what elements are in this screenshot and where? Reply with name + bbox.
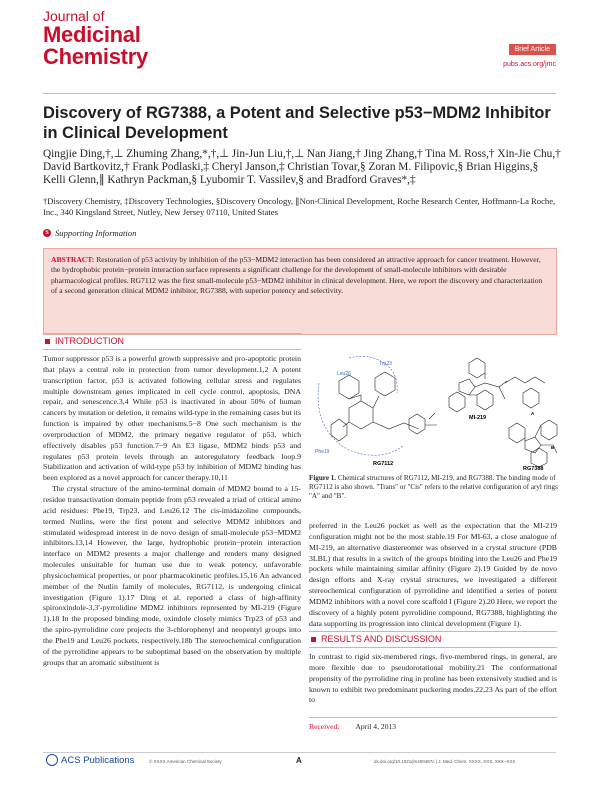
supporting-info-link[interactable] — [43, 228, 136, 238]
journal-url-link[interactable]: pubs.acs.org/jmc — [503, 61, 556, 68]
figure-label-mi219: MI-219 — [469, 415, 487, 421]
header-divider — [43, 93, 556, 94]
intro-heading-rule — [43, 333, 301, 334]
abstract-label: ABSTRACT: — [51, 255, 95, 264]
results-heading-label: RESULTS AND DISCUSSION — [321, 634, 442, 644]
journal-logo-line1: Journal of — [43, 8, 105, 24]
received-label: Received: — [309, 722, 340, 731]
results-paragraph: In contrast to rigid six-membered rings, five-membered rings, in general, are more flexible due to pseudorotational mobility.21 The conformational propensity of the pyrrolidine ring in proline has been extensively studied and is known to exhibit two predominant puckering modes.22,23 As part of the effort to — [309, 652, 557, 705]
intro-body — [43, 354, 301, 668]
abstract-text: Restoration of p53 activity by inhibition of the p53−MDM2 interaction has been considered an attractive approach for cancer treatment. However, the hydrophobic protein−protein interaction surface represents a significant challenge for the development of small-molecule inhibitors with desirable pharmacological profiles. RG7112 was the first small-molecule p53−MDM2 inhibitor in clinical development. Here, we report the discovery and characterization of a second generation clinical MDM2 inhibitor, RG7388, with superior potency and selectivity. — [51, 255, 543, 295]
supporting-info-label: Supporting Information — [55, 228, 137, 238]
author-list: Qingjie Ding,†,⊥ Zhuming Zhang,*,†,⊥ Jin-Jun Liu,†,⊥ Nan Jiang,† Jing Zhang,† Tina M. Ross,† Xin-Jie Chu,† David Bartkovitz,† Frank Podlaski,‡ Cheryl Janson,‡ Christian Tovar,§ Zoran M. Filipovic,§ Brian Higgins,§ Kelli Glenn,∥ Kathryn Packman,§ Lyubomir T. Vassilev,§ and Bradford Graves*,‡ — [43, 148, 561, 186]
figure-1-caption-label: Figure 1. — [309, 474, 337, 482]
received-rule — [309, 717, 557, 718]
journal-logo-line3: Chemistry — [43, 44, 148, 69]
figure-label-rg7388: RG7388 — [523, 466, 544, 471]
acs-logo-icon — [46, 754, 58, 766]
page-number: A — [296, 756, 302, 765]
copyright-notice: © XXXX American Chemical Society — [149, 759, 222, 764]
figure-label-rg7112: RG7112 — [373, 461, 394, 467]
article-type-badge: Brief Article — [509, 44, 556, 55]
results-heading — [311, 634, 441, 644]
section-marker-icon — [311, 637, 316, 642]
figure-label-phe19: Phe19 — [315, 449, 330, 455]
figure-label-trp23: Trp23 — [379, 361, 392, 367]
received-info — [309, 722, 396, 731]
figure-1-caption-text: Chemical structures of RG7112, MI-219, and RG7388. The binding mode of RG7112 is also shown. "Trans" or "Cis" refers to the relative configuration of aryl rings "A" and "B". — [309, 474, 558, 500]
acs-publications-logo[interactable] — [46, 754, 134, 766]
figure-label-leu26: Leu26 — [337, 371, 351, 377]
binding-mode-sketch — [318, 356, 437, 455]
intro-paragraph-2: The crystal structure of the amino-terminal domain of MDM2 bound to a 15-residue transactivation domain peptide from p53 revealed a triad of critical amino acid residues: Phe19, Trp23, and Leu26.12 The cis-imidazoline compounds, termed Nutlins, were the first potent and selective MDM2 inhibitors and stimulated widespread interest in de novo design of small-molecule p53−MDM2 inhibitors.13,14 However, the large, hydrophobic protein−protein interaction interface on MDM2 presents a major challenge and renders many designed molecules unsuitable for human use due to weak potency, unfavorable physicochemical properties, or poor pharmacokinetic profiles.15,16 An advanced member of the Nutlin family of molecules, RG7112, is undergoing clinical investigation (Figure 1).17 Ding et al. reported a class of high-affinity spirooxindole-3,3′-pyrrolidine MDM2 inhibitors represented by MI-219 (Figure 1).18 In the proposed binding mode, oxindole closely mimics Trp23 of p53 and the spiro-pyrrolidine core projects the 3-chlorophenyl and neopentyl groups into the Phe19 and Leu26 pockets, respectively.18b The stereochemical configuration of the pyrrolidine appears to be suboptimal based on the observation by multiple groups that an aromatic substituent is — [43, 484, 301, 667]
journal-logo-line2: Medicinal — [43, 22, 141, 47]
figure-label-ring-a: A — [531, 411, 535, 416]
received-date: April 4, 2013 — [355, 722, 397, 731]
intro-paragraph-1: Tumor suppressor p53 is a powerful growth suppressive and pro-apoptotic protein that plays a central role in protection from tumor development.1,2 A potent transcription factor, p53 is activated following cellular stress and regulates multiple downstream genes implicated in cell cycle control, apoptosis, DNA repair, and senescence.3,4 While p53 is inactivated in about 50% of human cancers by mutation or deletion, it remains wild-type in the remaining cases but its function is impaired by other mechanisms.5−8 One such mechanism is the overproduction of MDM2, the primary negative regulator of p53, which effectively disables p53 function.7−9 An E3 ligase, MDM2 binds p53 and regulates p53 protein levels through an autoregulatory feedback loop.9 Stabilization and activation of wild-type p53 by inhibition of MDM2 binding has been explored as a novel approach for cancer therapy.10,11 — [43, 354, 301, 483]
results-heading-rule — [309, 631, 557, 632]
figure-1-chemical-structures — [309, 353, 559, 471]
acs-publications-label: ACS Publications — [61, 754, 135, 766]
footer-divider — [43, 752, 556, 753]
doi-citation-link[interactable]: dx.doi.org/10.1021/jm400487c | J. Med. Chem. XXXX, XXX, XXX−XXX — [374, 759, 516, 764]
right-column-paragraph: preferred in the Leu26 pocket as well as the expectation that the MI-219 configuration might not be the most stable.19 For MI-63, a close analogue of MI-219, an alternative diastereomer was observed in a crystal structure (PDB 3LBL) that results in a switch of the groups binding into the Leu26 and Phe19 pockets while maintaining similar affinity (Figure 2).19 Guided by de novo design efforts and X-ray crystal structures, we investigated a different stereochemical configuration of pyrrolidine and identified a series of potent MDM2 inhibitors with a novel core scaffold I (Figure 2).20 Here, we report the discovery of a highly potent pyrrolidine compound, RG7388, highlighting the data supporting its progression into clinical development (Figure 1). — [309, 521, 557, 628]
mi-219-structure — [449, 358, 507, 412]
figure-label-ring-b: B — [551, 445, 555, 450]
figure-1-caption — [309, 474, 558, 501]
journal-logo — [43, 9, 193, 68]
intro-heading — [45, 336, 124, 346]
results-heading-rule-bottom — [309, 647, 557, 648]
intro-heading-label: INTRODUCTION — [55, 336, 124, 346]
supporting-info-icon: S — [43, 229, 51, 237]
rg7388-structure — [505, 377, 557, 467]
abstract-box — [43, 248, 557, 335]
affiliations: †Discovery Chemistry, ‡Discovery Technologies, §Discovery Oncology, ∥Non-Clinical Development, Roche Research Center, Hoffmann-La Roche, Inc., 340 Kingsland Street, Nutley, New Jersey 07110, United States — [43, 196, 556, 217]
intro-heading-rule-bottom — [43, 349, 301, 350]
article-title: Discovery of RG7388, a Potent and Selective p53−MDM2 Inhibitor in Clinical Development — [43, 104, 551, 142]
section-marker-icon — [45, 339, 50, 344]
